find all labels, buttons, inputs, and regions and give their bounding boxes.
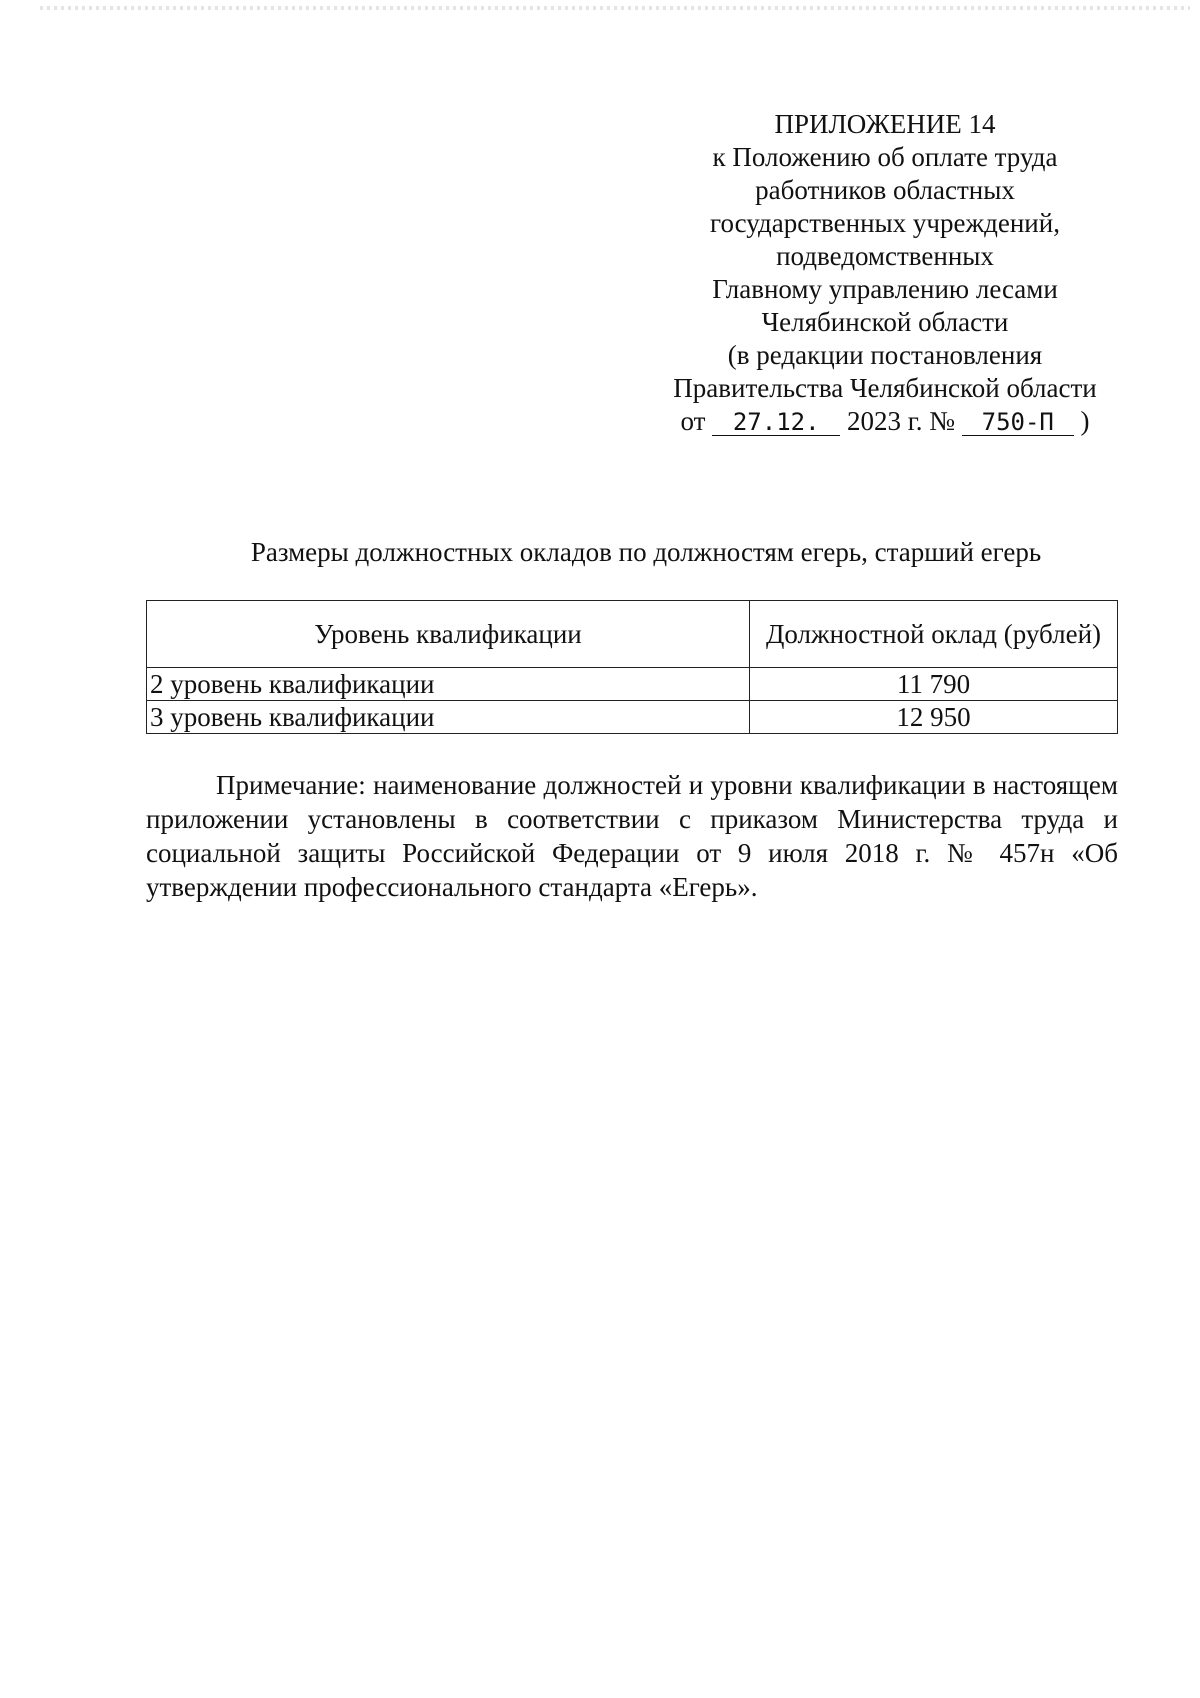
header-line: работников областных [755, 175, 1015, 205]
salary-table [146, 600, 1118, 734]
appendix-header [640, 108, 1130, 438]
table-title: Размеры должностных окладов по должностям егерь, старший егерь [250, 537, 1042, 567]
header-line: государственных учреждений, [710, 208, 1060, 238]
resolution-date-line [640, 405, 1130, 438]
table-row [147, 668, 1118, 701]
scan-artifact-line [40, 6, 1190, 10]
table-row [147, 701, 1118, 734]
column-header-level: Уровень квалификации [147, 601, 750, 668]
header-line: подведомственных [776, 241, 994, 271]
header-line: Челябинской области [761, 307, 1009, 337]
resolution-date: 27.12. [712, 409, 840, 436]
header-line: Правительства Челябинской области [673, 373, 1097, 403]
qualification-level-cell: 3 уровень квалификации [147, 701, 750, 734]
resolution-number: 750-П [962, 409, 1074, 436]
qualification-level-cell: 2 уровень квалификации [147, 668, 750, 701]
appendix-title: ПРИЛОЖЕНИЕ 14 [774, 109, 996, 139]
date-suffix: 2023 г. № [846, 406, 955, 436]
date-prefix: от [680, 406, 706, 436]
column-header-salary: Должностной оклад (рублей) [750, 601, 1118, 668]
header-line: к Положению об оплате труда [712, 142, 1058, 172]
note-paragraph: Примечание: наименование должностей и уровни квалификации в настоящем приложении установлены в соответствии с приказом Министерства труда и социальной защиты Российской Федерации от 9 июля 2018 г. № 457н «Об утверждении профессионального стандарта «Егерь». [146, 770, 1118, 902]
salary-cell: 12 950 [750, 701, 1118, 734]
salary-cell: 11 790 [750, 668, 1118, 701]
header-line: (в редакции постановления [727, 340, 1043, 370]
header-line: Главному управлению лесами [712, 274, 1058, 304]
closing-paren: ) [1080, 406, 1090, 436]
table-header-row [147, 601, 1118, 668]
